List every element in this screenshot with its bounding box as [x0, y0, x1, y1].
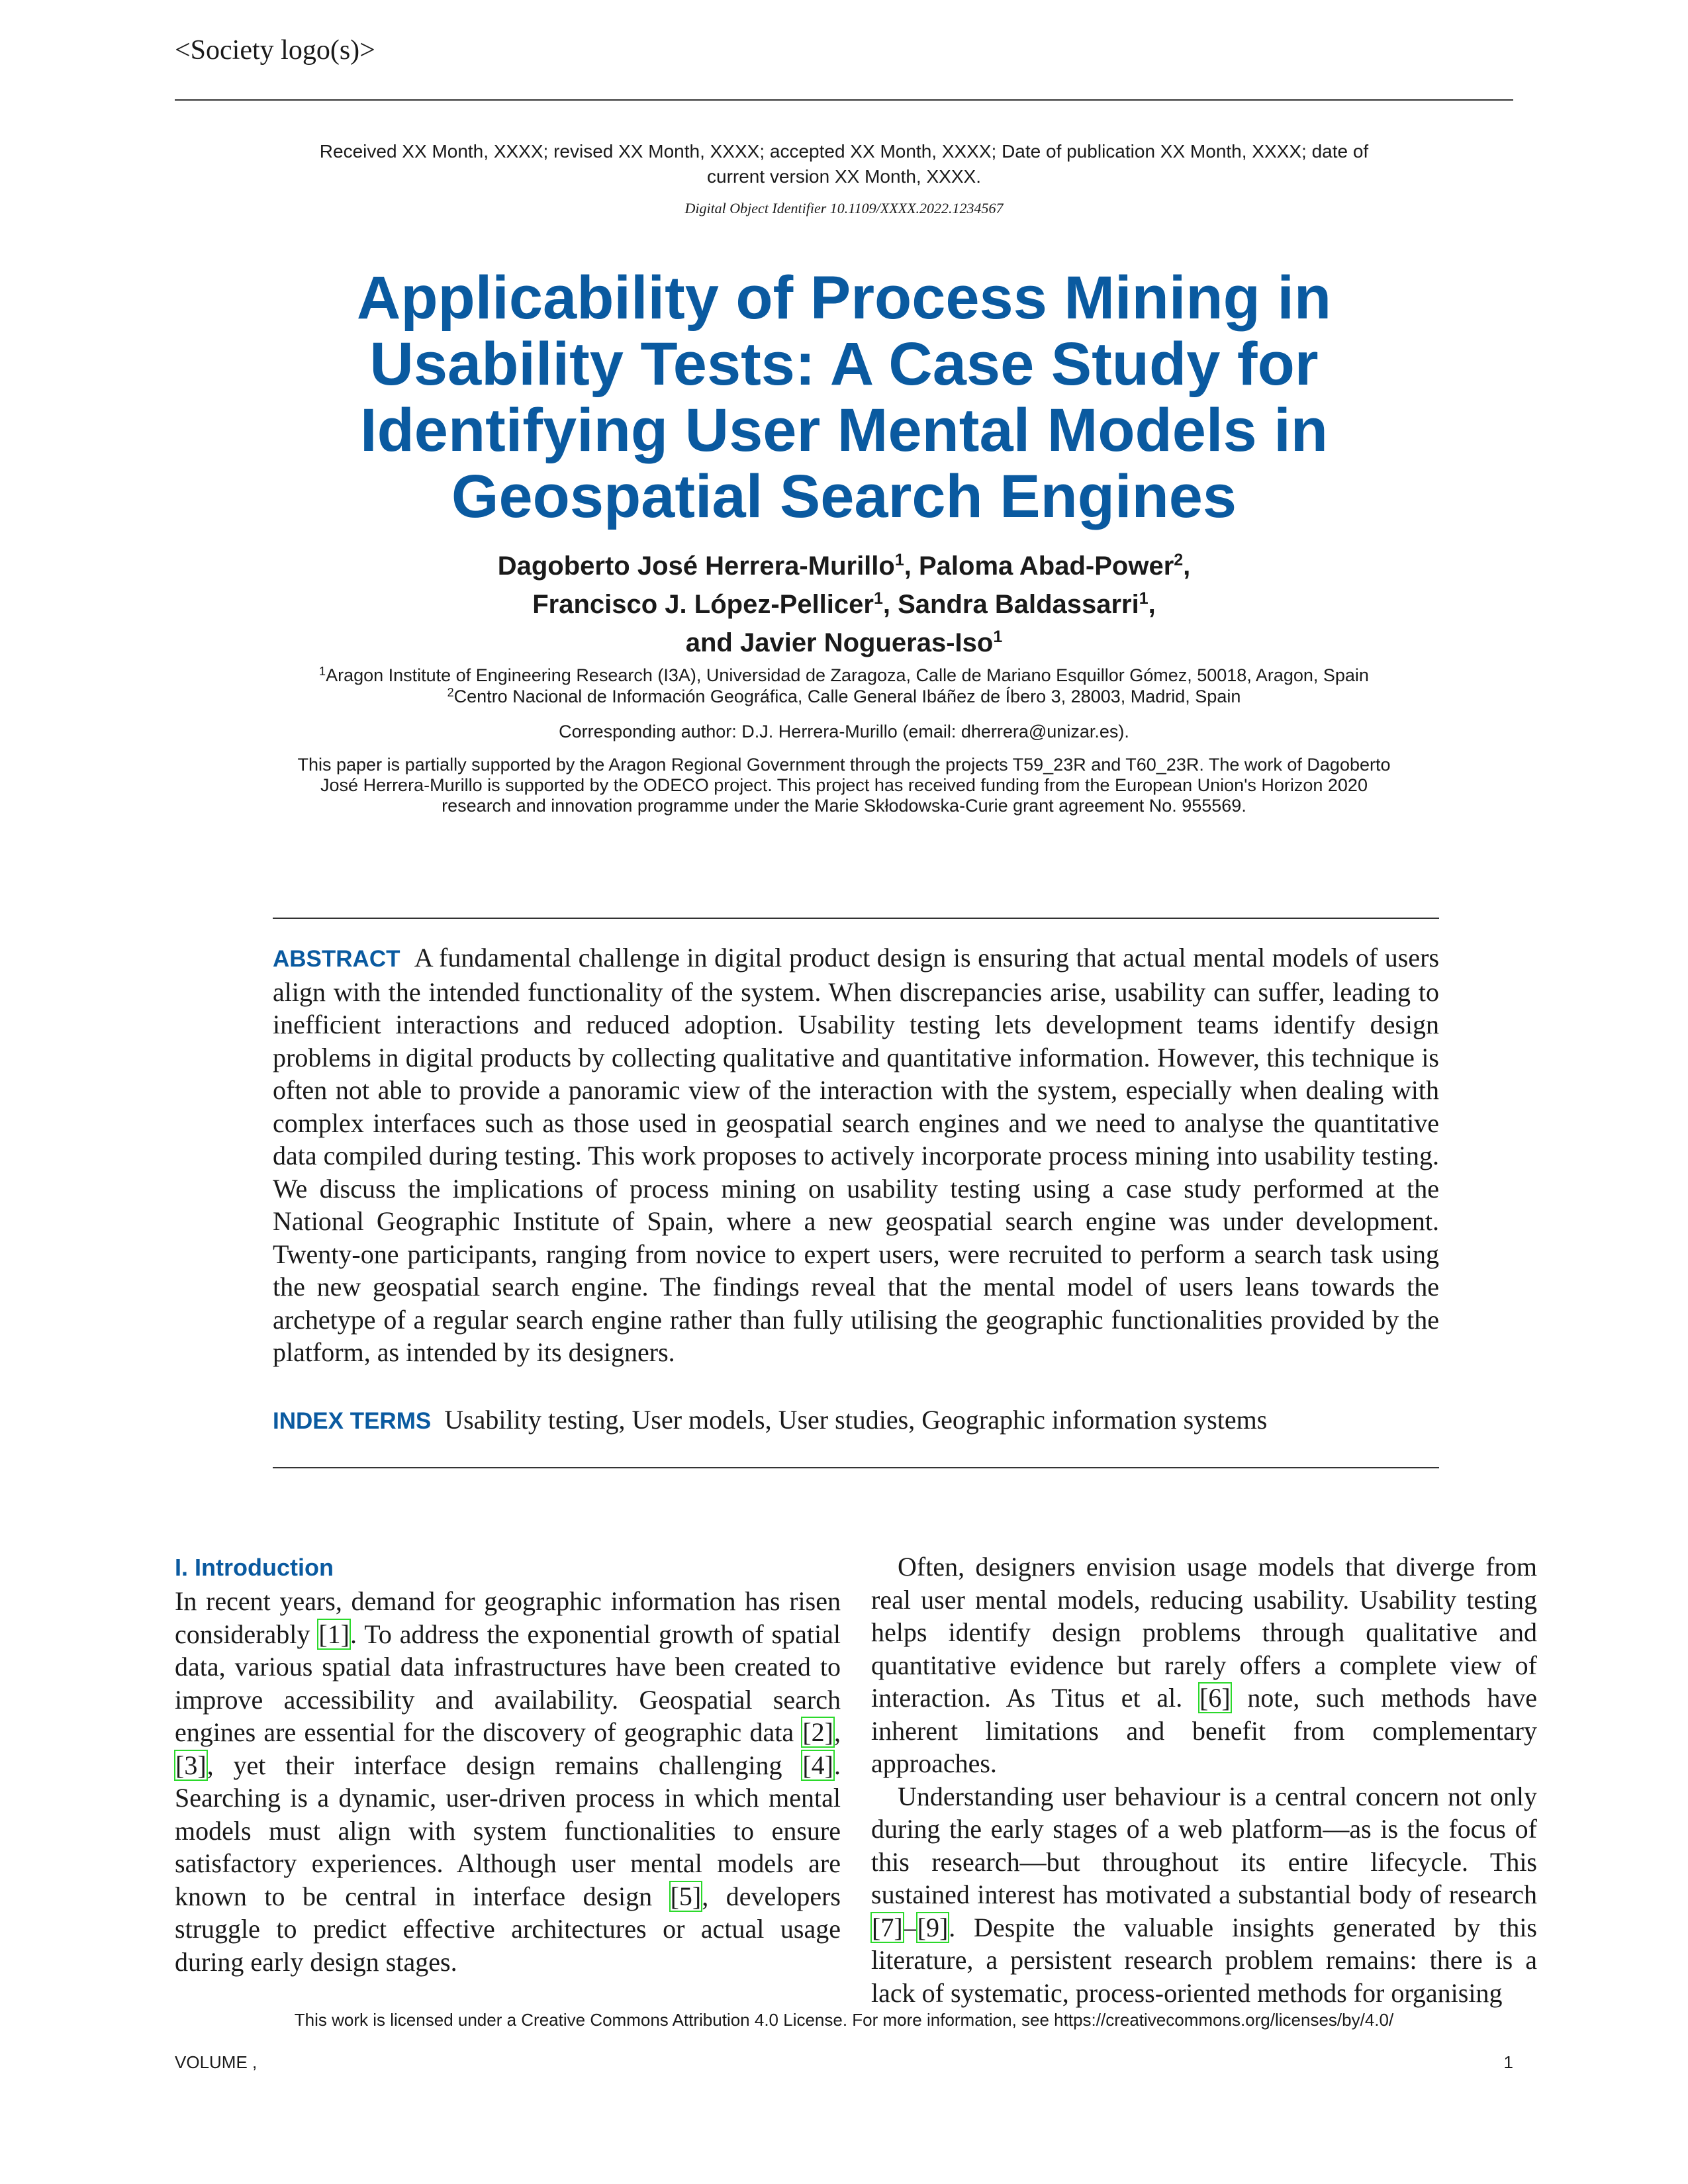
author-line	[265, 585, 1423, 624]
title-line: Geospatial Search Engines	[451, 463, 1237, 530]
text-run: note, such methods have inherent limitations and benefit from complementary approaches.	[871, 1683, 1537, 1778]
author-separator: ,	[1148, 590, 1156, 619]
society-logo-placeholder: <Society logo(s)>	[175, 35, 375, 66]
author-affiliation-mark: 1	[894, 551, 904, 569]
author-name: Dagoberto José Herrera-Murillo	[497, 551, 895, 581]
author-name: Paloma Abad-Power	[918, 551, 1174, 581]
citation-link[interactable]: [1]	[318, 1619, 350, 1649]
corresponding-author: Corresponding author: D.J. Herrera-Murillo (email: dherrera@unizar.es).	[559, 722, 1129, 741]
affiliation	[265, 686, 1423, 707]
text-run: –	[903, 1912, 917, 1942]
author-affiliation-mark: 2	[1174, 551, 1184, 569]
abstract-text: A fundamental challenge in digital product design is ensuring that actual mental models of users align with the intended functionality of the system. When discrepancies arise, usability can suffer, leading to inefficient interactions and reduced adoption. Usability testing lets development teams identify design problems in digital products by collecting qualitative and quantitative information. However, this technique is often not able to provide a panoramic view of the interaction with the system, especially when dealing with complex interfaces such as those used in geospatial search engines and we need to analyse the quantitative data compiled during testing. This work proposes to actively incorporate process mining into usability testing. We discuss the implications of process mining on usability testing using a case study performed at the National Geographic Institute of Spain, where a new geospatial search engine was under development. Twenty-one participants, ranging from novice to expert users, were recruited to perform a search task using the new geospatial search engine. The findings reveal that the mental model of users leans towards the archetype of a regular search engine rather than fully utilising the geographic functionalities provided by the platform, as intended by its designers.	[273, 943, 1440, 1367]
affiliation-text: Centro Nacional de Información Geográfica, Calle General Ibáñez de Íbero 3, 28003, Madrid, Spain	[453, 687, 1241, 706]
paragraph	[871, 1780, 1537, 2010]
abstract	[273, 941, 1439, 1369]
citation-link[interactable]: [6]	[1199, 1683, 1231, 1713]
title-line: Applicability of Process Mining in	[356, 264, 1332, 332]
author-list	[265, 547, 1423, 662]
author-name: and Javier Nogueras-Iso	[685, 628, 994, 657]
author-name: Francisco J. López-Pellicer	[532, 590, 874, 619]
license-footer: This work is licensed under a Creative Commons Attribution 4.0 License. For more information, see https://creativecommons.org/licenses/by/4.0/	[294, 2010, 1394, 2030]
text-run: . Despite the valuable insights generated by this literature, a persistent research problem remains: there is a lack of systematic, process-oriented methods for organising	[871, 1912, 1537, 2008]
text-run: . To address the exponential growth of spatial data, various spatial data infrastructures have been created to improve accessibility and availability. Geospatial search engines are essential for the discovery of geographic data	[175, 1619, 841, 1747]
index-terms	[273, 1403, 1439, 1438]
volume-label: VOLUME ,	[175, 2052, 258, 2072]
abstract-top-rule	[273, 918, 1439, 919]
right-column	[871, 1550, 1537, 2009]
received-dates: Received XX Month, XXXX; revised XX Month, XXXX; accepted XX Month, XXXX; Date of publication XX Month, XXXX; date of current version XX Month, XXXX.	[319, 141, 1369, 187]
author-separator: ,	[904, 551, 919, 581]
title-line: Usability Tests: A Case Study for	[369, 330, 1319, 398]
index-terms-text: Usability testing, User models, User studies, Geographic information systems	[444, 1405, 1268, 1435]
abstract-bottom-rule	[273, 1467, 1439, 1468]
citation-link[interactable]: [9]	[917, 1912, 949, 1942]
author-affiliation-mark: 1	[873, 589, 883, 608]
affiliation	[265, 665, 1423, 686]
page-number: 1	[1503, 2052, 1513, 2072]
text-run: ,	[834, 1717, 841, 1747]
affiliations	[265, 665, 1423, 707]
citation-link[interactable]: [2]	[802, 1717, 833, 1747]
citation-link[interactable]: [5]	[670, 1881, 702, 1911]
affiliation-number: 2	[447, 686, 454, 699]
abstract-label: ABSTRACT	[273, 946, 400, 972]
header-rule	[175, 99, 1513, 101]
index-terms-label: INDEX TERMS	[273, 1408, 432, 1434]
text-run: In recent years, demand for geographic information has risen considerably	[175, 1586, 841, 1649]
author-line	[265, 547, 1423, 585]
funding-note: This paper is partially supported by the Aragon Regional Government through the projects T59_23R and T60_23R. The work of Dagoberto José Herrera-Murillo is supported by the ODECO project. This project has received funding from the European Union's Horizon 2020 research and innovation programme under the Marie Skłodowska-Curie grant agreement No. 955569.	[297, 755, 1391, 816]
text-run: Understanding user behaviour is a central concern not only during the early stages of a web platform—as is the focus of this research—but throughout its entire lifecycle. This sustained interest has motivated a substantial body of research	[871, 1781, 1537, 1909]
author-name: Sandra Baldassarri	[898, 590, 1139, 619]
author-separator: ,	[1183, 551, 1191, 581]
affiliation-text: Aragon Institute of Engineering Research (I3A), Universidad de Zaragoza, Calle de Mariano Esquillor Gómez, 50018, Aragon, Spain	[326, 665, 1369, 685]
author-affiliation-mark: 1	[1139, 589, 1149, 608]
author-line	[265, 624, 1423, 662]
title-line: Identifying User Mental Models in	[360, 397, 1328, 464]
citation-link[interactable]: [7]	[872, 1912, 903, 1942]
paragraph	[175, 1585, 841, 1978]
paper-title	[225, 265, 1463, 530]
author-separator: ,	[882, 590, 898, 619]
citation-link[interactable]: [4]	[802, 1750, 833, 1780]
section-heading: I. Introduction	[175, 1554, 334, 1581]
citation-link[interactable]: [3]	[175, 1750, 207, 1780]
author-affiliation-mark: 1	[993, 628, 1003, 646]
text-run: , yet their interface design remains challenging	[207, 1750, 802, 1780]
doi: Digital Object Identifier 10.1109/XXXX.2022.1234567	[684, 200, 1004, 216]
left-column	[175, 1550, 841, 1978]
paragraph	[871, 1550, 1537, 1780]
text-run: , developers struggle to predict effective architectures or actual usage during early design stages.	[175, 1881, 841, 1977]
text-run: . Searching is a dynamic, user-driven process in which mental models must align with system functionalities to ensure satisfactory experiences. Although user mental models are known to be central in interface design	[175, 1750, 841, 1911]
text-run: Often, designers envision usage models that diverge from real user mental models, reducing usability. Usability testing helps identify design problems through qualitative and quantitative evidence but rarely offers a complete view of interaction. As Titus et al.	[871, 1552, 1537, 1713]
affiliation-number: 1	[319, 665, 326, 678]
